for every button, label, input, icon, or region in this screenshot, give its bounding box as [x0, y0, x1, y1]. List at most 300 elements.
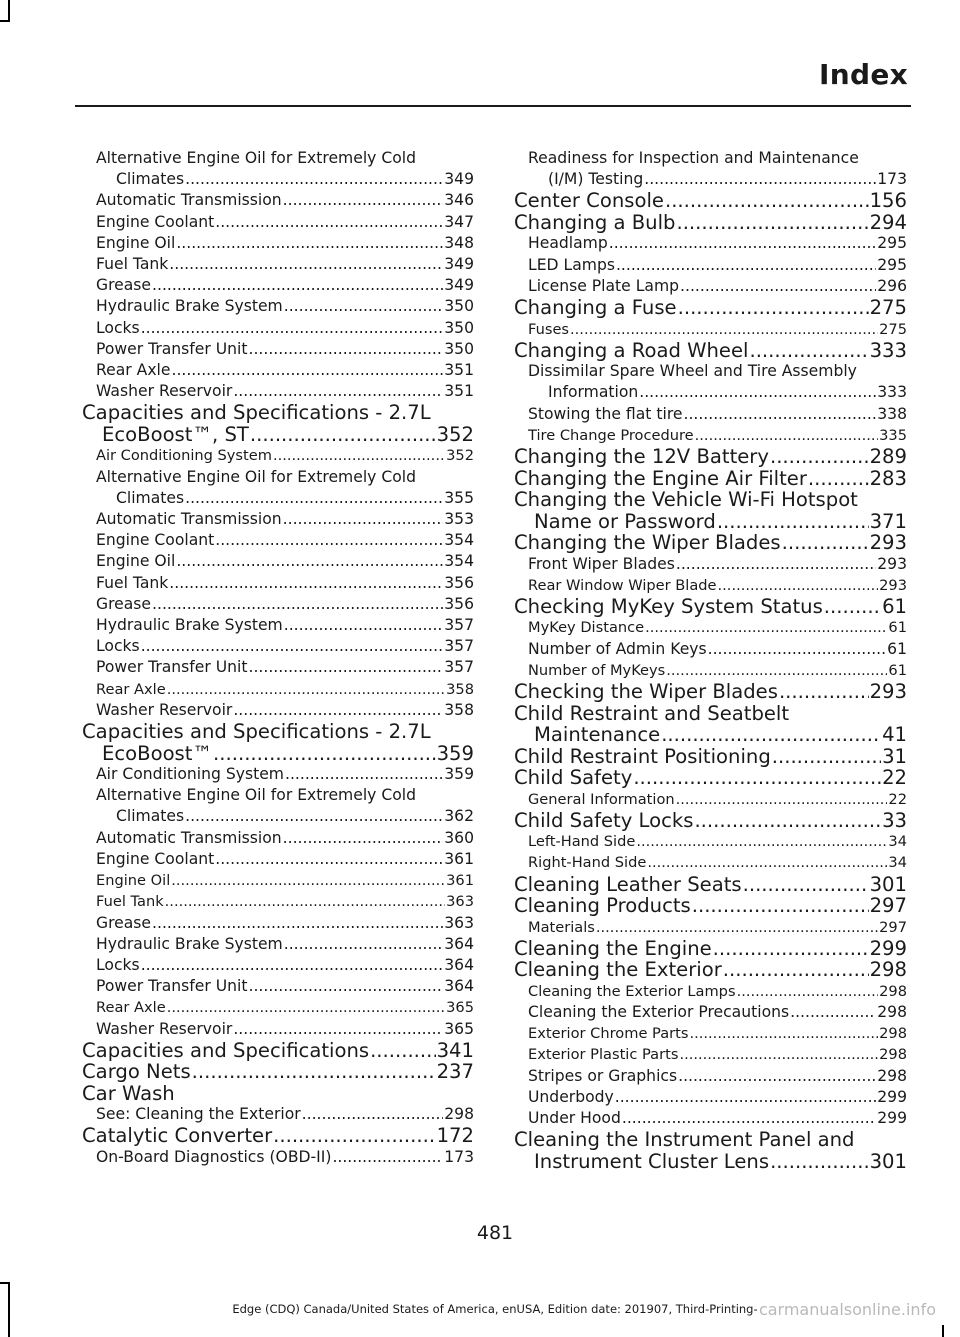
entry-page-number[interactable]: 335: [879, 426, 907, 444]
index-subentry[interactable]: [82, 318, 474, 339]
entry-term: Child Safety: [514, 766, 633, 790]
index-subentry[interactable]: [82, 530, 474, 551]
entry-term: Power Transfer Unit: [96, 658, 248, 677]
index-subentry[interactable]: [514, 255, 907, 276]
dot-leader: [171, 870, 445, 891]
entry-page-number[interactable]: 365: [446, 999, 474, 1017]
entry-page-number[interactable]: 350: [444, 318, 474, 337]
entry-page-number[interactable]: 365: [444, 1019, 474, 1038]
entry-page-number[interactable]: 299: [877, 1109, 907, 1128]
entry-page-number[interactable]: 61: [882, 594, 907, 618]
entry-page-number[interactable]: 356: [444, 594, 474, 613]
entry-term: Engine Coolant: [96, 849, 215, 868]
index-subentry[interactable]: [82, 381, 474, 402]
dot-leader: [185, 806, 443, 827]
dot-leader: [596, 917, 878, 938]
entry-page-number[interactable]: 173: [444, 1147, 474, 1166]
index-subentry[interactable]: [514, 1002, 907, 1023]
entry-term: Rear Axle: [96, 680, 166, 698]
entry-page-number[interactable]: 364: [444, 977, 474, 996]
index-entry[interactable]: [514, 959, 907, 981]
index-subentry[interactable]: [82, 976, 474, 997]
index-subentry[interactable]: [514, 852, 907, 873]
index-entry[interactable]: [514, 1129, 907, 1172]
dot-leader: [302, 1104, 444, 1125]
entry-page-number[interactable]: 350: [444, 297, 474, 316]
index-subentry[interactable]: [514, 1066, 907, 1087]
entry-page-number[interactable]: 358: [444, 700, 474, 719]
entry-term: Cleaning the Exterior Precautions: [528, 1003, 790, 1022]
entry-term: Changing a Bulb: [514, 210, 676, 234]
entry-page-number[interactable]: 357: [444, 616, 474, 635]
entry-page-number[interactable]: 355: [444, 488, 474, 507]
index-subentry[interactable]: [514, 233, 907, 254]
entry-page-number[interactable]: 172: [436, 1124, 474, 1148]
entry-term: Headlamp: [528, 234, 608, 253]
entry-page-number[interactable]: 348: [444, 233, 474, 252]
entry-term: Underbody: [528, 1087, 614, 1106]
entry-term: Changing the Wiper Blades: [514, 531, 781, 555]
entry-term: Changing a Road Wheel: [514, 338, 749, 362]
entry-term: Hydraulic Brake System: [96, 934, 283, 953]
edition-footer: Edge (CDQ) Canada/United States of America, enUSA, Edition date: 201907, Third-Printing-: [232, 1302, 758, 1316]
index-subentry[interactable]: [82, 1147, 474, 1168]
dot-leader: [676, 212, 868, 234]
dot-leader: [694, 810, 881, 832]
entry-page-number[interactable]: 362: [444, 807, 474, 826]
index-subentry[interactable]: [514, 1087, 907, 1108]
entry-term: Fuel Tank: [96, 893, 164, 911]
entry-term: Air Conditioning System: [96, 765, 285, 784]
entry-term: Cargo Nets: [82, 1060, 191, 1084]
entry-term: Materials: [528, 918, 595, 936]
index-entry[interactable]: [514, 446, 907, 468]
index-entry[interactable]: [82, 1040, 474, 1062]
dot-leader: [152, 594, 443, 615]
entry-page-number[interactable]: 295: [877, 234, 907, 253]
index-entry[interactable]: [82, 1125, 474, 1147]
index-entry[interactable]: [514, 340, 907, 362]
entry-page-number[interactable]: 297: [869, 894, 907, 918]
index-subentry[interactable]: [514, 148, 907, 190]
entry-term: Hydraulic Brake System: [96, 297, 283, 316]
index-subentry[interactable]: [82, 467, 474, 509]
entry-page-number[interactable]: 297: [879, 918, 907, 936]
entry-page-number[interactable]: 351: [444, 361, 474, 380]
dot-leader: [616, 255, 876, 276]
entry-page-number[interactable]: 156: [869, 189, 907, 213]
index-subentry[interactable]: [514, 575, 907, 596]
dot-leader: [779, 681, 869, 703]
index-entry[interactable]: [514, 895, 907, 917]
index-subentry[interactable]: [82, 296, 474, 317]
dot-leader: [165, 891, 445, 912]
index-subentry[interactable]: [514, 276, 907, 297]
entry-term: Exterior Plastic Parts: [528, 1046, 679, 1064]
entry-term: Number of MyKeys: [528, 661, 666, 679]
entry-page-number[interactable]: 353: [444, 510, 474, 529]
index-subentry[interactable]: [514, 789, 907, 810]
entry-page-number[interactable]: 275: [879, 320, 907, 338]
index-entry[interactable]: [514, 489, 907, 532]
index-subentry[interactable]: [514, 917, 907, 938]
watermark-text: carmanualsonline.info: [758, 1300, 936, 1319]
dot-leader: [808, 468, 869, 490]
dot-leader: [645, 617, 887, 638]
dot-leader: [249, 657, 444, 678]
entry-term: Catalytic Converter: [82, 1124, 273, 1148]
index-subentry[interactable]: [514, 425, 907, 446]
dot-leader: [644, 169, 876, 190]
entry-term: Left-Hand Side: [528, 833, 636, 851]
dot-leader: [215, 849, 443, 870]
dot-leader: [647, 852, 887, 873]
entry-page-number[interactable]: 41: [882, 723, 907, 747]
index-subentry[interactable]: [82, 934, 474, 955]
entry-term: Name or Password: [534, 509, 716, 533]
index-subentry[interactable]: [82, 636, 474, 657]
entry-page-number[interactable]: 364: [444, 955, 474, 974]
entry-term: Changing the 12V Battery: [514, 445, 769, 469]
index-subentry[interactable]: [82, 509, 474, 530]
entry-term: Power Transfer Unit: [96, 339, 248, 358]
entry-term: Center Console: [514, 189, 664, 213]
index-entry[interactable]: [514, 767, 907, 789]
dot-leader: [192, 1061, 436, 1083]
entry-page-number[interactable]: 356: [444, 573, 474, 592]
entry-term-line: Cleaning the Instrument Panel and: [514, 1128, 855, 1152]
index-subentry[interactable]: [82, 551, 474, 572]
entry-term: Under Hood: [528, 1109, 621, 1128]
dot-leader: [737, 981, 879, 1002]
entry-page-number[interactable]: 346: [444, 191, 474, 210]
index-subentry[interactable]: [82, 891, 474, 912]
dot-leader: [171, 360, 443, 381]
entry-page-number[interactable]: 364: [444, 934, 474, 953]
entry-term: Climates: [116, 807, 185, 826]
entry-term: Automatic Transmission: [96, 828, 282, 847]
index-subentry[interactable]: [82, 955, 474, 976]
entry-page-number[interactable]: 298: [879, 1046, 907, 1064]
index-entry[interactable]: [514, 297, 907, 319]
dot-leader: [284, 934, 443, 955]
entry-page-number[interactable]: 357: [444, 658, 474, 677]
entry-page-number[interactable]: 301: [869, 1149, 907, 1173]
dot-leader: [666, 660, 887, 681]
entry-term: Changing the Engine Air Filter: [514, 466, 807, 490]
dot-leader: [749, 340, 868, 362]
entry-page-number[interactable]: 371: [869, 509, 907, 533]
dot-leader: [169, 573, 443, 594]
dot-leader: [665, 190, 869, 212]
crop-mark-bottom-left-h: [0, 1282, 10, 1284]
entry-term: Washer Reservoir: [96, 700, 233, 719]
entry-page-number[interactable]: 301: [869, 872, 907, 896]
index-subentry[interactable]: [514, 404, 907, 425]
entry-page-number[interactable]: 295: [877, 255, 907, 274]
entry-term: Stowing the flat tire: [528, 404, 683, 423]
index-subentry[interactable]: [82, 339, 474, 360]
dot-leader: [283, 509, 444, 530]
entry-page-number[interactable]: 294: [869, 210, 907, 234]
index-subentry[interactable]: [82, 785, 474, 827]
entry-page-number[interactable]: 289: [869, 445, 907, 469]
index-subentry[interactable]: [82, 657, 474, 678]
entry-page-number[interactable]: 299: [877, 1087, 907, 1106]
entry-page-number[interactable]: 354: [444, 552, 474, 571]
entry-page-number[interactable]: 360: [444, 828, 474, 847]
index-subentry[interactable]: [82, 254, 474, 275]
index-entry[interactable]: [514, 810, 907, 832]
entry-term: MyKey Distance: [528, 619, 645, 637]
index-subentry[interactable]: [514, 639, 907, 660]
entry-term: Exterior Chrome Parts: [528, 1025, 689, 1043]
dot-leader: [249, 976, 444, 997]
index-entry[interactable]: [514, 681, 907, 703]
entry-term: Climates: [116, 488, 185, 507]
entry-term: Cleaning Products: [514, 894, 691, 918]
entry-page-number[interactable]: 61: [888, 619, 907, 637]
index-subentry[interactable]: [82, 913, 474, 934]
dot-leader: [233, 381, 443, 402]
index-subentry[interactable]: [82, 212, 474, 233]
index-subentry[interactable]: [82, 679, 474, 700]
index-subentry[interactable]: [82, 275, 474, 296]
dot-leader: [680, 276, 876, 297]
index-subentry[interactable]: [514, 660, 907, 681]
index-entry[interactable]: [514, 212, 907, 234]
dot-leader: [615, 1087, 876, 1108]
entry-page-number[interactable]: 333: [869, 338, 907, 362]
entry-page-number[interactable]: 237: [436, 1060, 474, 1084]
dot-leader: [678, 1066, 876, 1087]
index-subentry[interactable]: [82, 764, 474, 785]
entry-term: Rear Window Wiper Blade: [528, 576, 717, 594]
entry-page-number[interactable]: 61: [887, 639, 907, 658]
entry-page-number[interactable]: 349: [444, 255, 474, 274]
index-entry[interactable]: [514, 596, 907, 618]
index-subentry[interactable]: [82, 700, 474, 721]
entry-page-number[interactable]: 351: [444, 382, 474, 401]
entry-page-number[interactable]: 22: [882, 766, 907, 790]
entry-page-number[interactable]: 298: [877, 1066, 907, 1085]
dot-leader: [633, 767, 881, 789]
index-subentry[interactable]: [514, 1044, 907, 1065]
entry-term: See: Cleaning the Exterior: [96, 1105, 301, 1124]
dot-leader: [215, 530, 443, 551]
entry-page-number[interactable]: 61: [888, 661, 907, 679]
entry-term: Washer Reservoir: [96, 1019, 233, 1038]
entry-page-number[interactable]: 298: [869, 958, 907, 982]
index-subentry[interactable]: [82, 1019, 474, 1040]
entry-page-number[interactable]: 357: [444, 637, 474, 656]
index-subentry[interactable]: [514, 361, 907, 403]
index-subentry[interactable]: [82, 445, 474, 466]
entry-term: Engine Oil: [96, 233, 176, 252]
entry-page-number[interactable]: 338: [877, 404, 907, 423]
entry-page-number[interactable]: 354: [444, 531, 474, 550]
entry-page-number[interactable]: 298: [879, 982, 907, 1000]
entry-page-number[interactable]: 293: [869, 680, 907, 704]
dot-leader: [689, 1023, 878, 1044]
entry-page-number[interactable]: 352: [446, 447, 474, 465]
entry-page-number[interactable]: 296: [877, 276, 907, 295]
dot-leader: [273, 1125, 435, 1147]
index-entry[interactable]: [514, 874, 907, 896]
index-subentry[interactable]: [82, 190, 474, 211]
index-entry[interactable]: [514, 468, 907, 490]
entry-page-number[interactable]: 361: [444, 849, 474, 868]
index-subentry[interactable]: [514, 981, 907, 1002]
dot-leader: [213, 743, 436, 765]
entry-term: Grease: [96, 913, 152, 932]
entry-term: Car Wash: [82, 1081, 175, 1105]
index-subentry[interactable]: [514, 554, 907, 575]
dot-leader: [570, 319, 878, 340]
entry-term: Right-Hand Side: [528, 854, 647, 872]
index-entry[interactable]: [82, 1083, 474, 1105]
dot-leader: [743, 874, 869, 896]
index-subentry[interactable]: [82, 828, 474, 849]
index-subentry[interactable]: [82, 997, 474, 1018]
entry-term: Power Transfer Unit: [96, 977, 248, 996]
entry-term: Locks: [96, 955, 140, 974]
entry-term: On-Board Diagnostics (OBD-II): [96, 1147, 332, 1166]
dot-leader: [717, 511, 869, 533]
index-entry[interactable]: [514, 746, 907, 768]
dot-leader: [609, 233, 876, 254]
index-subentry[interactable]: [82, 870, 474, 891]
index-subentry[interactable]: [82, 573, 474, 594]
index-subentry[interactable]: [82, 849, 474, 870]
index-subentry[interactable]: [82, 594, 474, 615]
entry-page-number[interactable]: 298: [877, 1003, 907, 1022]
dot-leader: [249, 339, 444, 360]
index-subentry[interactable]: [514, 831, 907, 852]
entry-term-line: Changing the Vehicle Wi-Fi Hotspot: [514, 488, 858, 512]
index-entry[interactable]: [82, 721, 474, 764]
entry-page-number[interactable]: 359: [436, 741, 474, 765]
entry-term: Grease: [96, 276, 152, 295]
entry-term: Fuel Tank: [96, 573, 169, 592]
dot-leader: [824, 596, 881, 618]
index-subentry[interactable]: [82, 360, 474, 381]
index-subentry[interactable]: [82, 1104, 474, 1125]
entry-term: Cleaning Leather Seats: [514, 872, 742, 896]
dot-leader: [250, 424, 436, 446]
index-subentry[interactable]: [82, 148, 474, 190]
index-subentry[interactable]: [514, 617, 907, 638]
entry-page-number[interactable]: 173: [877, 170, 907, 189]
entry-page-number[interactable]: 363: [444, 913, 474, 932]
index-entry[interactable]: [82, 1061, 474, 1083]
index-subentry[interactable]: [82, 233, 474, 254]
dot-leader: [790, 1002, 876, 1023]
entry-page-number[interactable]: 34: [888, 833, 907, 851]
entry-term: Child Restraint Positioning: [514, 744, 771, 768]
dot-leader: [713, 938, 869, 960]
page-title: Index: [819, 58, 908, 91]
crop-mark-bottom-right-v: [942, 1325, 944, 1337]
dot-leader: [167, 997, 445, 1018]
index-entry[interactable]: [82, 402, 474, 445]
dot-leader: [692, 895, 869, 917]
entry-term: Information: [548, 383, 639, 402]
entry-page-number[interactable]: 361: [446, 872, 474, 890]
dot-leader: [283, 828, 444, 849]
entry-page-number[interactable]: 358: [446, 680, 474, 698]
entry-term: Fuses: [528, 320, 570, 338]
entry-term: (I/M) Testing: [548, 170, 644, 189]
entry-page-number[interactable]: 298: [879, 1025, 907, 1043]
dot-leader: [661, 724, 881, 746]
dot-leader: [185, 169, 443, 190]
entry-page-number[interactable]: 293: [879, 576, 907, 594]
entry-page-number[interactable]: 283: [869, 466, 907, 490]
entry-term: General Information: [528, 790, 675, 808]
index-subentry[interactable]: [82, 615, 474, 636]
entry-term: Maintenance: [534, 723, 661, 747]
entry-page-number[interactable]: 363: [446, 893, 474, 911]
index-subentry[interactable]: [514, 1108, 907, 1129]
entry-term: Instrument Cluster Lens: [534, 1149, 770, 1173]
dot-leader: [782, 532, 869, 554]
index-entry[interactable]: [514, 703, 907, 746]
entry-page-number[interactable]: 359: [444, 765, 474, 784]
index-entry[interactable]: [514, 190, 907, 212]
entry-page-number[interactable]: 293: [877, 554, 907, 573]
entry-term: Front Wiper Blades: [528, 554, 675, 573]
index-entry[interactable]: [514, 938, 907, 960]
dot-leader: [233, 700, 443, 721]
entry-page-number[interactable]: 349: [444, 276, 474, 295]
entry-page-number[interactable]: 293: [869, 531, 907, 555]
entry-page-number[interactable]: 352: [436, 422, 474, 446]
dot-leader: [770, 446, 869, 468]
page-number: 481: [476, 1222, 514, 1244]
entry-page-number[interactable]: 298: [444, 1105, 474, 1124]
entry-page-number[interactable]: 22: [888, 790, 907, 808]
dot-leader: [718, 575, 879, 596]
index-entry[interactable]: [514, 532, 907, 554]
entry-page-number[interactable]: 34: [888, 854, 907, 872]
entry-term: Cleaning the Exterior Lamps: [528, 982, 736, 1000]
entry-page-number[interactable]: 350: [444, 339, 474, 358]
entry-term: Washer Reservoir: [96, 382, 233, 401]
dot-leader: [273, 445, 445, 466]
entry-term-line: Capacities and Specifications - 2.7L: [82, 401, 431, 425]
entry-page-number[interactable]: 347: [444, 212, 474, 231]
dot-leader: [695, 425, 878, 446]
entry-term-line: Alternative Engine Oil for Extremely Cold: [96, 467, 417, 486]
dot-leader: [141, 636, 444, 657]
dot-leader: [152, 913, 443, 934]
entry-page-number[interactable]: 349: [444, 170, 474, 189]
entry-page-number[interactable]: 33: [882, 808, 907, 832]
dot-leader: [169, 254, 443, 275]
dot-leader: [233, 1019, 443, 1040]
entry-page-number[interactable]: 275: [869, 296, 907, 320]
dot-leader: [622, 1108, 876, 1129]
index-subentry[interactable]: [514, 319, 907, 340]
index-subentry[interactable]: [514, 1023, 907, 1044]
entry-page-number[interactable]: 341: [436, 1038, 474, 1062]
entry-term: Stripes or Graphics: [528, 1066, 678, 1085]
entry-page-number[interactable]: 299: [869, 936, 907, 960]
entry-page-number[interactable]: 333: [877, 383, 907, 402]
entry-term-line: Dissimilar Spare Wheel and Tire Assembly: [528, 362, 857, 381]
entry-page-number[interactable]: 31: [882, 744, 907, 768]
